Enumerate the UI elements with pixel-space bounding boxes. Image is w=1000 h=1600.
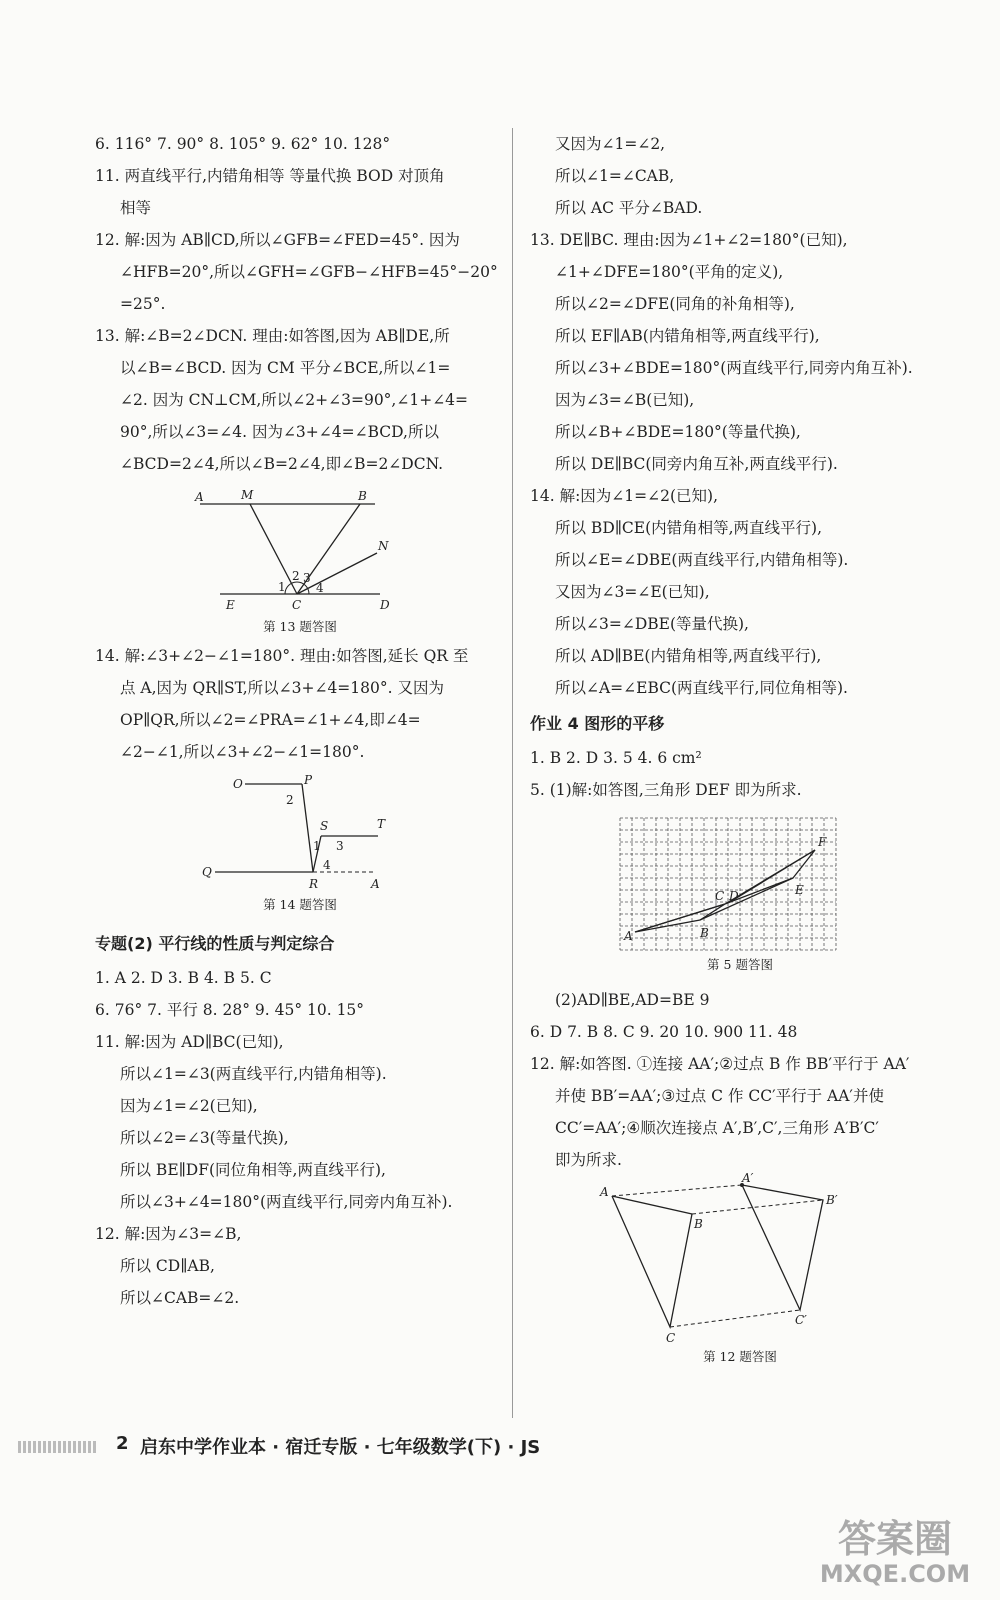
answer-line: 所以 CD∥AB, xyxy=(120,1257,215,1275)
figure-12-diagram xyxy=(530,1171,950,1345)
answer-line: ∠2. 因为 CN⊥CM,所以∠2+∠3=90°,∠1+∠4= xyxy=(120,391,469,409)
answer-line: 所以 BD∥CE(内错角相等,两直线平行), xyxy=(555,519,823,537)
answer-line: ∠2−∠1,所以∠3+∠2−∠1=180°. xyxy=(120,743,365,761)
svg-text:A: A xyxy=(600,1185,609,1199)
svg-text:P: P xyxy=(304,773,313,787)
svg-text:3: 3 xyxy=(336,839,344,853)
answer-line: 点 A,因为 QR∥ST,所以∠3+∠4=180°. 又因为 xyxy=(120,679,444,697)
answer-line: 11. 解:因为 AD∥BC(已知), xyxy=(95,1033,284,1051)
answer-line: =25°. xyxy=(120,295,166,313)
svg-text:B: B xyxy=(700,926,709,940)
answer-line: 又因为∠3=∠E(已知), xyxy=(555,583,710,601)
answer-line: 相等 xyxy=(120,199,152,217)
svg-text:E: E xyxy=(226,598,235,612)
figure-12 xyxy=(530,1171,950,1370)
answer-line: 又因为∠1=∠2, xyxy=(555,135,666,153)
svg-text:N: N xyxy=(378,539,389,553)
svg-text:4: 4 xyxy=(316,581,324,595)
svg-text:C: C xyxy=(292,598,302,612)
answer-line: 以∠B=∠BCD. 因为 CM 平分∠BCE,所以∠1= xyxy=(120,359,451,377)
svg-text:Q: Q xyxy=(202,865,212,879)
answer-line: 所以∠3+∠BDE=180°(两直线平行,同旁内角互补). xyxy=(555,359,913,377)
svg-text:A: A xyxy=(371,877,380,891)
answer-line: 6. 116° 7. 90° 8. 105° 9. 62° 10. 128° xyxy=(95,135,391,153)
svg-text:D: D xyxy=(729,889,739,903)
answer-line: 14. 解:因为∠1=∠2(已知), xyxy=(530,487,719,505)
answer-line: CC′=AA′;④顺次连接点 A′,B′,C′,三角形 A′B′C′ xyxy=(555,1119,879,1137)
svg-text:T: T xyxy=(377,817,386,831)
svg-text:C: C xyxy=(666,1331,676,1345)
answer-line: 12. 解:因为 AB∥CD,所以∠GFB=∠FED=45°. 因为 xyxy=(95,231,460,249)
answer-line: 13. DE∥BC. 理由:因为∠1+∠2=180°(已知), xyxy=(530,231,848,249)
answer-line: 11. 两直线平行,内错角相等 等量代换 BOD 对顶角 xyxy=(95,167,445,185)
answer-line: 6. 76° 7. 平行 8. 28° 9. 45° 10. 15° xyxy=(95,1001,365,1019)
answer-line: 所以∠1=∠CAB, xyxy=(555,167,675,185)
book-title: 启东中学作业本 · 宿迁专版 · 七年级数学(下) · JS xyxy=(140,1437,541,1458)
answer-line: 并使 BB′=AA′;③过点 C 作 CC′平行于 AA′并使 xyxy=(555,1087,884,1105)
svg-text:A: A xyxy=(624,929,633,943)
svg-text:B: B xyxy=(694,1217,703,1231)
svg-text:B: B xyxy=(358,489,367,503)
svg-text:R: R xyxy=(309,877,319,891)
answer-line: 所以 AC 平分∠BAD. xyxy=(555,199,703,217)
answer-line: 14. 解:∠3+∠2−∠1=180°. 理由:如答图,延长 QR 至 xyxy=(95,647,469,665)
answer-line: 13. 解:∠B=2∠DCN. 理由:如答图,因为 AB∥DE,所 xyxy=(95,327,450,345)
page-number: 2 xyxy=(116,1433,129,1454)
answer-line: 所以 EF∥AB(内错角相等,两直线平行), xyxy=(555,327,820,345)
answer-line: 所以∠3=∠DBE(等量代换), xyxy=(555,615,749,633)
figure-13 xyxy=(95,486,505,636)
answer-line: 即为所求. xyxy=(555,1151,622,1169)
answer-line: 所以∠1=∠3(两直线平行,内错角相等). xyxy=(120,1065,387,1083)
figure-5-grid-diagram xyxy=(530,812,950,952)
answer-line: 90°,所以∠3=∠4. 因为∠3+∠4=∠BCD,所以 xyxy=(120,423,439,441)
figure-14 xyxy=(95,774,505,924)
figure-13-diagram xyxy=(95,486,505,614)
answer-line: 因为∠3=∠B(已知), xyxy=(555,391,695,409)
svg-text:1: 1 xyxy=(313,839,321,853)
figure-14-caption: 第 14 题答图 xyxy=(263,897,337,912)
svg-text:S: S xyxy=(320,819,329,833)
svg-text:A′: A′ xyxy=(742,1171,754,1185)
svg-text:B′: B′ xyxy=(826,1193,838,1207)
answer-line: 12. 解:因为∠3=∠B, xyxy=(95,1225,242,1243)
svg-text:C′: C′ xyxy=(795,1313,807,1327)
svg-text:C: C xyxy=(715,889,725,903)
figure-13-caption: 第 13 题答图 xyxy=(263,619,337,634)
answer-line: 所以 DE∥BC(同旁内角互补,两直线平行). xyxy=(555,455,838,473)
svg-text:2: 2 xyxy=(292,569,300,583)
answer-line: 所以 AD∥BE(内错角相等,两直线平行), xyxy=(555,647,822,665)
watermark-logo xyxy=(815,1518,975,1588)
answer-line: 所以∠CAB=∠2. xyxy=(120,1289,240,1307)
answer-line: 1. A 2. D 3. B 4. B 5. C xyxy=(95,969,272,987)
answer-line: 所以 BE∥DF(同位角相等,两直线平行), xyxy=(120,1161,386,1179)
svg-text:F: F xyxy=(818,835,827,849)
figure-14-diagram xyxy=(95,774,505,892)
answer-line: 所以∠B+∠BDE=180°(等量代换), xyxy=(555,423,801,441)
answer-line: ∠HFB=20°,所以∠GFH=∠GFB−∠HFB=45°−20° xyxy=(120,263,498,281)
answer-line: 5. (1)解:如答图,三角形 DEF 即为所求. xyxy=(530,781,802,799)
section-heading: 专题(2) 平行线的性质与判定综合 xyxy=(95,934,335,953)
svg-text:M: M xyxy=(241,488,254,502)
figure-5-caption: 第 5 题答图 xyxy=(707,957,773,972)
answer-line: 所以∠2=∠3(等量代换), xyxy=(120,1129,289,1147)
svg-text:3: 3 xyxy=(303,571,311,585)
section-heading: 作业 4 图形的平移 xyxy=(530,714,665,733)
answer-line: 所以∠E=∠DBE(两直线平行,内错角相等). xyxy=(555,551,849,569)
left-column xyxy=(95,128,505,1314)
figure-12-caption: 第 12 题答图 xyxy=(703,1349,777,1364)
answer-line: (2)AD∥BE,AD=BE 9 xyxy=(555,991,710,1009)
answer-line: 因为∠1=∠2(已知), xyxy=(120,1097,258,1115)
column-divider xyxy=(512,128,513,1418)
svg-text:4: 4 xyxy=(323,858,331,872)
answer-line: ∠BCD=2∠4,所以∠B=2∠4,即∠B=2∠DCN. xyxy=(120,455,444,473)
svg-text:A: A xyxy=(195,490,204,504)
answer-line: 6. D 7. B 8. C 9. 20 10. 900 11. 48 xyxy=(530,1023,798,1041)
svg-text:2: 2 xyxy=(286,793,294,807)
page-footer xyxy=(18,1433,978,1463)
answer-line: ∠1+∠DFE=180°(平角的定义), xyxy=(555,263,784,281)
watermark-text: 答案圈 xyxy=(837,1517,952,1561)
svg-text:E: E xyxy=(795,883,804,897)
svg-text:O: O xyxy=(233,777,243,791)
footer-decoration xyxy=(18,1441,98,1453)
right-column xyxy=(530,128,950,1374)
answer-line: 12. 解:如答图. ①连接 AA′;②过点 B 作 BB′平行于 AA′ xyxy=(530,1055,910,1073)
answer-line: 所以∠3+∠4=180°(两直线平行,同旁内角互补). xyxy=(120,1193,453,1211)
svg-text:D: D xyxy=(380,598,390,612)
watermark-url: MXQE.COM xyxy=(819,1560,971,1588)
answer-line: 所以∠A=∠EBC(两直线平行,同位角相等). xyxy=(555,679,848,697)
answer-line: 1. B 2. D 3. 5 4. 6 cm² xyxy=(530,749,702,767)
answer-line: 所以∠2=∠DFE(同角的补角相等), xyxy=(555,295,795,313)
figure-5 xyxy=(530,812,950,980)
svg-text:1: 1 xyxy=(278,580,286,594)
answer-line: OP∥QR,所以∠2=∠PRA=∠1+∠4,即∠4= xyxy=(120,711,421,729)
